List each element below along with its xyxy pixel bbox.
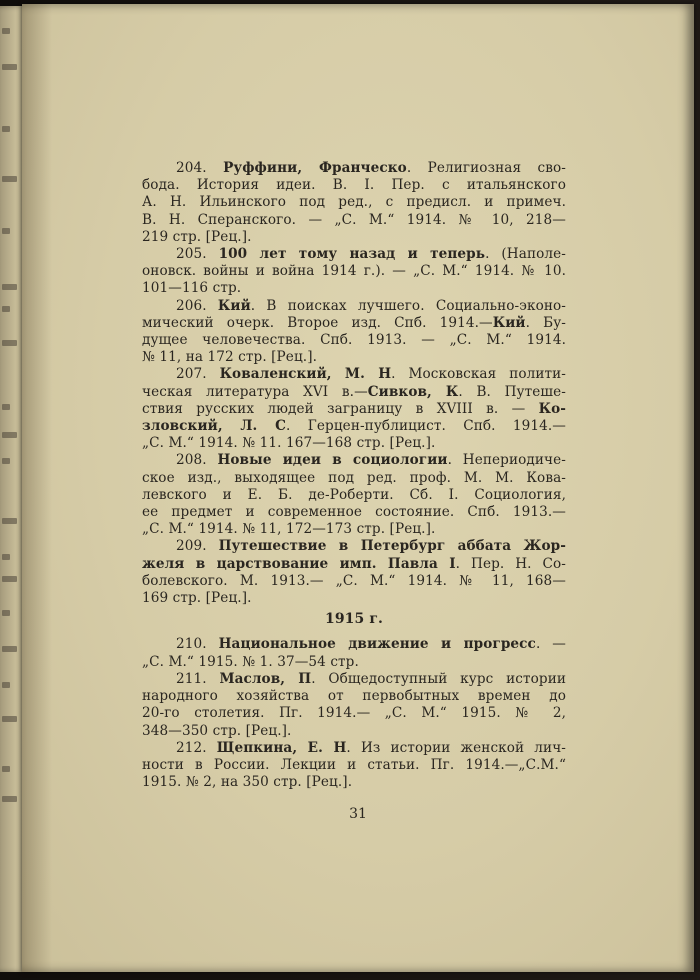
entry-text: 209. [176,538,219,555]
previous-page-text-fragment [2,458,10,464]
entry-text: 210. [176,636,219,653]
entry-bold-text: зловский, Л. С [142,418,287,435]
entry-text: 169 стр. [Рец.]. [142,590,252,607]
entry-bold-text: Коваленский, М. Н [219,366,392,383]
entry-text: № 11, на 172 стр. [Рец.]. [142,349,318,366]
entry-line [142,590,566,607]
entry-text: народного хозяйства от первобытных времен до [142,688,566,705]
entry-text: . Общедоступный курс истории [311,670,567,687]
entry-line [142,401,566,418]
bibliography-entry [142,246,566,298]
entry-line [142,298,566,315]
entry-text: бода. История идеи. В. I. Пер. с итальянского [142,177,566,194]
entry-text: 207. [176,366,220,383]
entry-text: 211. [176,670,220,687]
entry-text: 20-го столетия. Пг. 1914.— „С. М.“ 1915. № 2, [142,705,566,722]
previous-page-text-fragment [2,432,17,438]
entry-line [142,194,566,211]
entry-text: . Московская полити- [391,366,567,383]
entry-text: ности в России. Лекции и статьи. Пг. 1914.—„С.М.“ [142,756,566,773]
entry-text: 212. [176,739,217,756]
entry-bold-text: Путешествие в Петербург аббата Жор- [218,538,566,555]
entry-line [142,688,566,705]
entry-line [142,177,566,194]
entry-line [142,435,566,452]
entry-bold-text: Ко- [538,400,566,417]
entry-text: 204. [176,160,224,176]
entry-bold-text: Маслов, П [219,670,312,687]
previous-page-text-fragment [2,228,10,234]
entry-text: А. Н. Ильинского под ред., с предисл. и примеч. [142,194,566,211]
entry-line [142,504,566,521]
entry-line [142,246,566,263]
previous-page-text-fragment [2,176,17,182]
entry-text: ствия русских людей заграницу в XVIII в. — [142,400,539,417]
entry-line [142,654,566,671]
previous-page-text-fragment [2,554,10,560]
entry-text: . — [535,636,566,653]
entry-text: левского и Е. Б. де-Роберти. Сб. I. Социология, [142,486,566,503]
entry-line [142,418,566,435]
entry-line [142,538,566,555]
previous-page-text-fragment [2,576,17,582]
bibliography-entry [142,671,566,740]
entry-text: ческая литература XVI в.— [142,383,368,400]
entry-text: . Бу- [525,314,566,331]
previous-page-text-fragment [2,766,10,772]
entry-text: „С. М.“ 1914. № 11. 167—168 стр. [Рец.]. [142,435,436,452]
entry-line [142,470,566,487]
bibliography-text [142,160,566,791]
bibliography-entry [142,740,566,792]
entry-text: „С. М.“ 1915. № 1. 37—54 стр. [142,653,359,670]
bibliography-entry [142,452,566,538]
entry-text: „С. М.“ 1914. № 11, 172—173 стр. [Рец.]. [142,521,436,538]
previous-page-text-fragment [2,28,10,34]
entry-text: 348—350 стр. [Рец.]. [142,722,292,739]
entry-line [142,366,566,383]
entry-text: 101—116 стр. [142,280,242,297]
entry-bold-text: Кий [492,314,526,331]
entry-text: оновск. войны и война 1914 г.). — „С. М.“ 1914. № 10. [142,263,566,280]
entry-line [142,740,566,757]
entry-line [142,521,566,538]
entry-text: . Из истории женской лич- [346,739,566,756]
previous-page-text-fragment [2,306,10,312]
entry-line [142,573,566,590]
entry-text: 219 стр. [Рец.]. [142,228,252,245]
entry-text: . В поисках лучшего. Социально-эконо- [250,297,566,314]
entry-bold-text: Национальное движение и прогресс [218,636,536,653]
entry-line [142,332,566,349]
entry-line [142,160,566,177]
entry-text: болевского. М. 1913.— „С. М.“ 1914. № 11, 168— [142,572,566,589]
entry-text: 1915. № 2, на 350 стр. [Рец.]. [142,774,353,791]
previous-page-text-fragment [2,716,17,722]
entry-line [142,487,566,504]
entry-text: 205. [176,246,219,263]
entry-line [142,384,566,401]
entry-bold-text: Щепкина, Е. Н [216,739,347,756]
previous-page-text-fragment [2,284,17,290]
entry-text: . Пер. Н. Со- [455,555,566,572]
entry-line [142,774,566,791]
entry-line [142,315,566,332]
entry-text: . (Наполе- [485,246,566,263]
entry-bold-text: желя в царствование имп. Павла I [142,555,456,572]
entry-line [142,757,566,774]
previous-page-text-fragment [2,682,10,688]
previous-page-text-fragment [2,610,10,616]
entry-bold-text: 100 лет тому назад и теперь [218,246,486,263]
bibliography-entry [142,298,566,367]
entry-text: дущее человечества. Спб. 1913. — „С. М.“ 1914. [142,332,566,349]
entry-text: . Религиозная сво- [406,160,566,176]
entry-bold-text: Новые идеи в социологии [217,452,448,469]
year-heading: 1915 г. [325,611,383,628]
previous-page-text-fragment [2,64,17,70]
entry-line [142,263,566,280]
entry-text: ское изд., выходящее под ред. проф. М. М. Кова- [142,469,566,486]
entry-line [142,723,566,740]
entry-bold-text: Руффини, Франческо [223,160,407,176]
previous-page-text-fragment [2,518,17,524]
entry-text: 206. [176,297,218,314]
entry-line [142,349,566,366]
entry-text: . В. Путеше- [458,383,566,400]
previous-page-text-fragment [2,340,17,346]
entry-text: . Непериодиче- [447,452,566,469]
entry-line [142,212,566,229]
entry-bold-text: Сивков, К [367,383,459,400]
entry-line [142,636,566,653]
entry-text: . Герцен-публицист. Спб. 1914.— [286,418,567,435]
book-page [22,4,694,972]
entry-line [142,452,566,469]
previous-page-text-fragment [2,404,10,410]
page-number: 31 [349,806,367,822]
bibliography-entry [142,160,566,246]
entries-1914 [142,160,566,607]
bibliography-entry [142,538,566,607]
previous-page-text-fragment [2,796,17,802]
bibliography-entry [142,366,566,452]
previous-page-text-fragment [2,646,17,652]
previous-page-text-fragment [2,126,10,132]
entry-line [142,229,566,246]
entry-text: 208. [176,452,218,469]
entry-text: В. Н. Сперанского. — „С. М.“ 1914. № 10, 218— [142,211,566,228]
entries-1915 [142,636,566,791]
entry-bold-text: Кий [217,297,251,314]
entry-line [142,556,566,573]
entry-line [142,705,566,722]
entry-line [142,671,566,688]
entry-text: мический очерк. Второе изд. Спб. 1914.— [142,314,493,331]
entry-text: ее предмет и современное состояние. Спб. 1913.— [142,504,566,521]
entry-line [142,280,566,297]
bibliography-entry [142,636,566,670]
